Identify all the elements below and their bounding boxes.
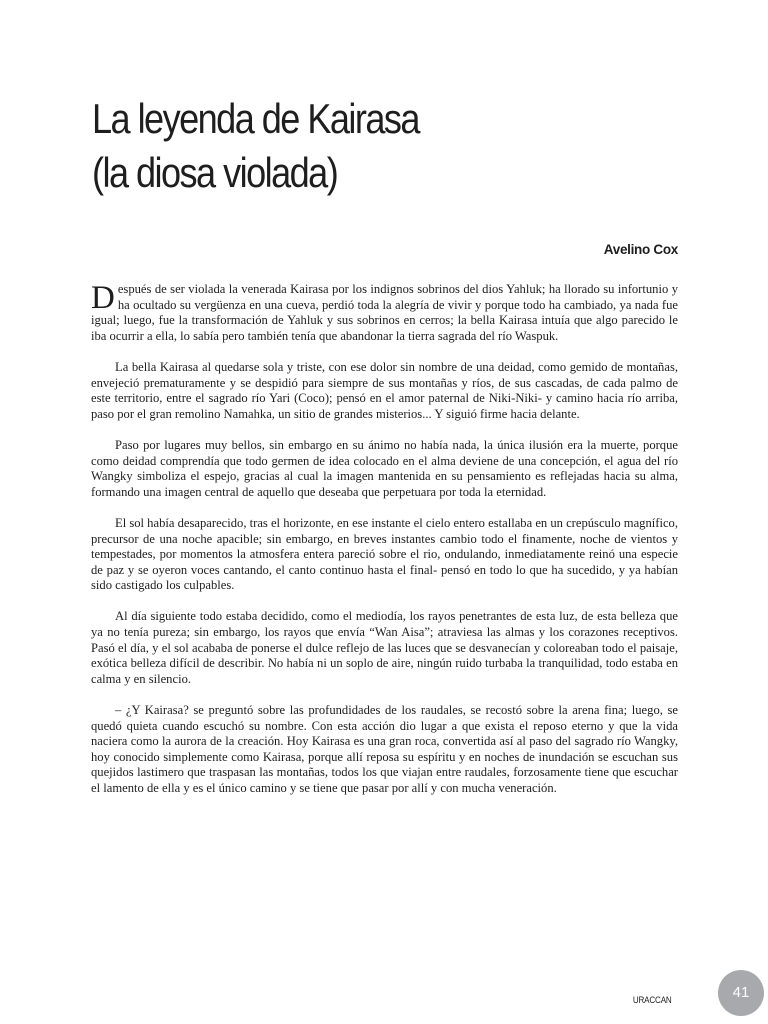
paragraph-3: Paso por lugares muy bellos, sin embargo en su ánimo no había nada, la única ilusión era la muerte, porque como deidad comprendía que todo germen de idea colocado en el alma deviene de una concepción, el agua del río Wangky simboliza el espejo, gracias al cual la imagen mantenida en su pensamiento es reflejadas hacia su alma, formando una imagen central de aquello que deseaba que perpetuara por toda la eternidad. [91, 437, 678, 499]
author-name: Avelino Cox [603, 242, 678, 257]
article-title [92, 92, 419, 200]
title-line-1: La leyenda de Kairasa [92, 95, 419, 142]
drop-cap: D [91, 280, 115, 316]
page-number-badge: 41 [718, 970, 764, 1016]
title-line-2: (la diosa violada) [92, 149, 338, 196]
paragraph-2: La bella Kairasa al quedarse sola y triste, con ese dolor sin nombre de una deidad, como gemido de montañas, envejeció prematuramente y se despidió para siempre de sus montañas y ríos, de sus cascadas, de cada palmo de este territorio, entre el sagrado río Yari (Coco); pensó en el amor paternal de Niki-Niki- y camino hacia río arriba, paso por el gran remolino Namahka, un sitio de grandes misterios... Y siguió firme hacia delante. [91, 359, 678, 421]
paragraph-1-text: espués de ser violada la venerada Kairasa por los indignos sobrinos del dios Yahluk; ha llorado su infortunio y ha ocultado su vergüenza en una cueva, perdió toda la alegría de vivir y porque todo ha cambiado, ya nada fue igual; luego, fue la transformación de Yahluk y sus sobrinos en cerros; la bella Kairasa intuía que algo parecido le iba ocurrir a ella, lo sabía pero también tenía que abandonar la tierra sagrada del río Waspuk. [91, 282, 678, 343]
paragraph-1 [91, 282, 678, 344]
paragraph-6: – ¿Y Kairasa? se preguntó sobre las profundidades de los raudales, se recostó sobre la arena fina; luego, se quedó quieta cuando escuchó su nombre. Con esta acción dio lugar a que exista el reposo eterno y que la vida naciera como la aurora de la creación. Hoy Kairasa es una gran roca, convertida así al paso del sagrado río Wangky, hoy conocido simplemente como Kairasa, porque allí reposa su espíritu y en noches de inundación se escuchan sus quejidos lastimero que traspasan las montañas, todos los que viajan entre raudales, forzosamente tiene que escuchar el lamento de ella y es el único camino y se tiene que pasar por allí y con mucha veneración. [91, 703, 678, 795]
paragraph-4: El sol había desaparecido, tras el horizonte, en ese instante el cielo entero estallaba en un crepúsculo magnífico, precursor de una noche apacible; sin embargo, en breves instantes cambio todo el finamente, noche de vientos y tempestades, por momentos la atmosfera entera pareció sobre el rio, ondulando, inmediatamente reinó una especie de paz y se oyeron voces cantando, el canto continuo hasta el final- pensó en todo lo que ha sucedido, y ya habían sido castigado los culpables. [91, 515, 678, 593]
paragraph-5: Al día siguiente todo estaba decidido, como el mediodía, los rayos penetrantes de esta luz, de esta belleza que ya no tenía pureza; sin embargo, los rayos que envía “Wan Aisa”; atraviesa las almas y los corazones receptivos. Pasó el día, y el sol acababa de ponerse el dulce reflejo de las luces que se desvanecían y coloreaban todo el paisaje, exótica belleza difícil de describir. No había ni un soplo de aire, ningún ruido turbaba la tranquilidad, todo estaba en calma y en silencio. [91, 609, 678, 686]
footer-publisher-label: URACCAN [633, 995, 672, 1006]
article-body [91, 282, 678, 812]
